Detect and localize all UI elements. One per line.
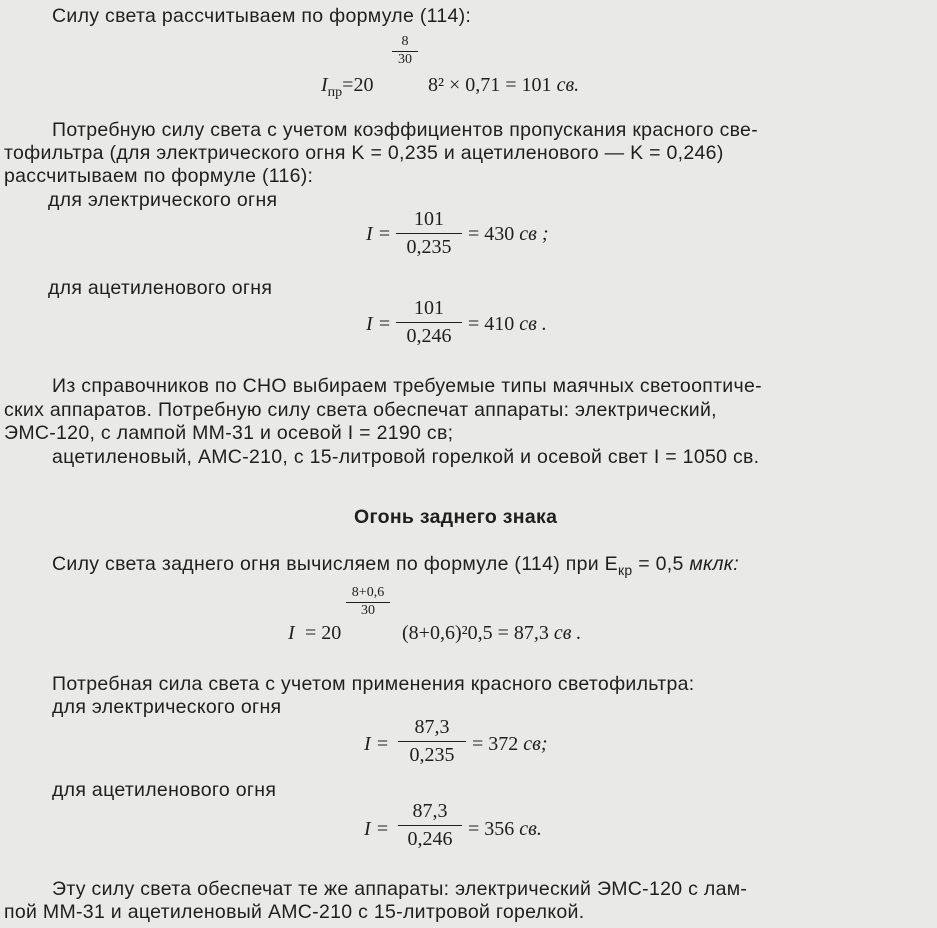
fraction (396, 208, 462, 259)
illuminance-unit: мклк: (689, 553, 740, 575)
formula-unit: св . (519, 313, 547, 335)
exponent-numerator: 8+0,6 (351, 585, 385, 600)
fraction (396, 297, 462, 348)
fraction-denominator: 0,235 (398, 741, 466, 767)
exponent-denominator: 30 (392, 51, 418, 68)
formula-lhs: I (321, 74, 328, 96)
para3-line3: ЭМС-120, с лампой ММ-31 и осевой I = 2190 св; (4, 422, 454, 444)
formula-exponent (392, 34, 418, 68)
fraction-denominator: 0,235 (396, 233, 462, 259)
para2-line1: Потребную силу света с учетом коэффициентов пропускания красного све- (52, 119, 758, 141)
book-page: Силу света рассчитываем по формуле (114): $I_{пр}=20$ $\frac{8}{30}$ 8² × 0,71 = 101 св. Потребную силу света с учетом коэффициентов пропускания красного све- тофильтра (для электрического огня K = 0,235 и ацетиленового — K = 0,246) рассчитываем по формуле (116): для электрического огня I = $\frac{101}{0,235}$ = 430 св ; для ацетиленового огня I = $\frac{101}{0,246}$ = 410 св . Из справочников по СНО выбираем требуемые типы маячных светооптиче- ских аппаратов. Потребную силу света обеспечат аппараты: электрический, ЭМС-120, с лампой ММ-31 и осевой I = 2190 св; ацетиленовый, АМС-210, с 15-литровой горелкой и осевой свет I = 1050 св. Огонь заднего знака Силу света заднего огня вычисляем по формуле (114) при $E_{кр} = 0,5$ мклк: I = 20 $\frac{8+0,6}{30}$ (8+0,6)²0,5 = 87,3 св . Потребная сила света с учетом применения красного светофильтра: для электрического огня I = $\frac{87,3}{0,235}$ = 372 св; для ацетиленового огня I = $\frac{87,3}{0,246}$ = 356 св. Эту силу света обеспечат те же аппараты: электрический ЭМС-120 с лам- пой ММ-31 и ацетиленовый АМС-210 с 15-литровой горелкой. (4, 5, 762, 923)
fraction (398, 716, 466, 767)
formula-rest: (8+0,6)²0,5 = 87,3 (402, 622, 549, 644)
formula-unit: св. (519, 818, 542, 840)
formula-rest: 8² × 0,71 = 101 (428, 74, 552, 96)
section-heading: Огонь заднего знака (354, 506, 558, 528)
para2-line3: рассчитываем по формуле (116): (4, 165, 314, 187)
rear-light-text: Силу света заднего огня вычисляем по формуле (114) при E (52, 553, 618, 575)
formula-lhs-subscript: пр (327, 85, 343, 100)
fraction-numerator: 87,3 (412, 800, 448, 822)
fraction-numerator: 101 (414, 208, 444, 230)
para3-line1: Из справочников по СНО выбираем требуемые типы маячных светооптиче- (52, 375, 762, 397)
fraction (398, 800, 462, 851)
formula-base: =20 (342, 74, 374, 96)
fraction-denominator: 0,246 (396, 322, 462, 348)
exponent-numerator: 8 (401, 34, 409, 49)
formula-lhs: I = (364, 733, 390, 755)
formula-lhs: I = (366, 313, 392, 335)
formula-unit: св . (553, 622, 582, 644)
formula-unit: св. (556, 74, 580, 96)
formula-result: = 356 (468, 818, 515, 840)
requirement-line: Потребная сила света с учетом применения красного светофильтра: (52, 673, 695, 695)
para2-line2: тофильтра (для электрического огня K = 0,235 и ацетиленового — K = 0,246) (4, 142, 724, 164)
formula-exponent (346, 585, 390, 619)
exponent-denominator: 30 (346, 602, 390, 619)
illuminance-subscript: кр (617, 562, 633, 578)
label-electric-1: для электрического огня (48, 189, 278, 211)
para6-line1: Эту силу света обеспечат те же аппараты: электрический ЭМС-120 с лам- (52, 878, 748, 900)
para6-line2: пой ММ-31 и ацетиленовый АМС-210 с 15-литровой горелкой. (4, 901, 585, 923)
para3-line4: ацетиленовый, АМС-210, с 15-литровой горелкой и осевой свет I = 1050 св. (52, 446, 760, 468)
formula-unit: св ; (519, 223, 549, 245)
para3-line2: ских аппаратов. Потребную силу света обеспечат аппараты: электрический, (4, 399, 717, 421)
formula-result: = 410 (468, 313, 515, 335)
formula-lhs: I = (364, 818, 390, 840)
formula-result: = 372 (472, 733, 519, 755)
formula-unit: св; (523, 733, 548, 755)
rear-light-line (52, 552, 739, 577)
formula-result: = 430 (468, 223, 515, 245)
label-acetylene-2: для ацетиленового огня (52, 779, 277, 801)
illuminance-value: = 0,5 (638, 553, 684, 575)
fraction-numerator: 87,3 (414, 716, 450, 738)
fraction-denominator: 0,246 (398, 825, 462, 851)
formula-lhs: I = (366, 223, 392, 245)
intro-line: Силу света рассчитываем по формуле (114): (52, 5, 472, 27)
label-acetylene-1: для ацетиленового огня (48, 277, 273, 299)
fraction-numerator: 101 (414, 297, 444, 319)
label-electric-2: для электрического огня (52, 696, 282, 718)
